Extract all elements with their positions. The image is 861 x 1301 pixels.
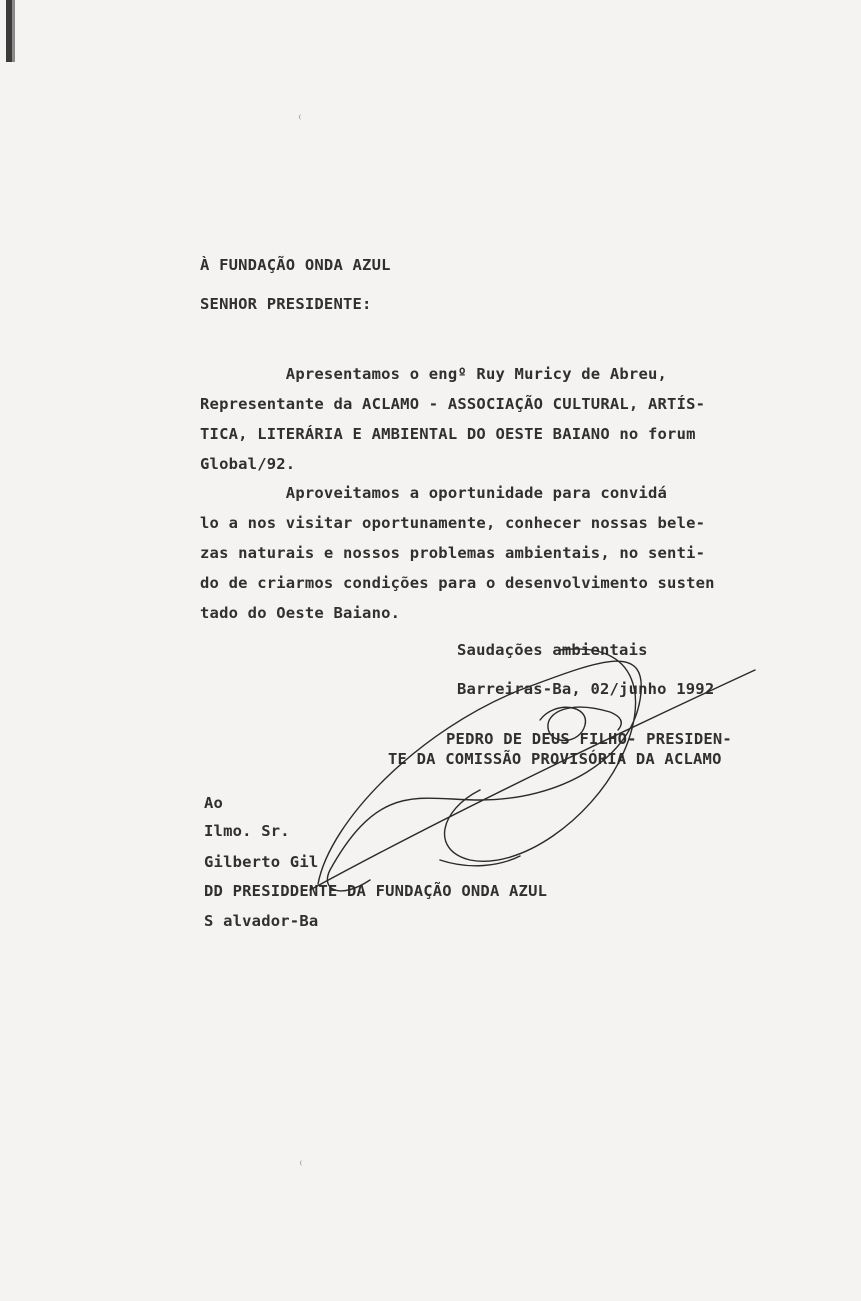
salutation: SENHOR PRESIDENTE: (200, 295, 372, 313)
paragraph2-line1: Aproveitamos a oportunidade para convidá (200, 484, 668, 502)
recipient-line3: Gilberto Gil (204, 853, 319, 871)
recipient-line2: Ilmo. Sr. (204, 822, 290, 840)
paragraph2-line5: tado do Oeste Baiano. (200, 604, 401, 622)
place-date: Barreiras-Ba, 02/junho 1992 (457, 680, 715, 698)
paragraph2-line4: do de criarmos condições para o desenvolvimento susten (200, 574, 715, 592)
paragraph1-line1: Apresentamos o engº Ruy Muricy de Abreu, (200, 365, 668, 383)
recipient-line5: S alvador-Ba (204, 912, 319, 930)
paragraph2-line3: zas naturais e nossos problemas ambientais, no senti- (200, 544, 706, 562)
edge-mark (6, 0, 20, 62)
recipient-line1: Ao (204, 794, 224, 812)
paragraph1-line2: Representante da ACLAMO - ASSOCIAÇÃO CULTURAL, ARTÍS- (200, 395, 706, 413)
punch-mark-bottom: ⁽ (298, 1160, 305, 1171)
recipient-line4: DD PRESIDDENTE DA FUNDAÇÃO ONDA AZUL (204, 882, 548, 900)
closing: Saudações ambientais (457, 641, 648, 659)
signatory-line2: TE DA COMISSÃO PROVISÓRIA DA ACLAMO (388, 750, 722, 768)
paragraph1-line4: Global/92. (200, 455, 296, 473)
signatory-line1: PEDRO DE DEUS FILHO- PRESIDEN- (446, 730, 732, 748)
addressee-line: À FUNDAÇÃO ONDA AZUL (200, 256, 391, 274)
punch-mark-top: ⁽ (297, 114, 304, 125)
paragraph1-line3: TICA, LITERÁRIA E AMBIENTAL DO OESTE BAIANO no forum (200, 425, 696, 443)
paragraph2-line2: lo a nos visitar oportunamente, conhecer nossas bele- (200, 514, 706, 532)
